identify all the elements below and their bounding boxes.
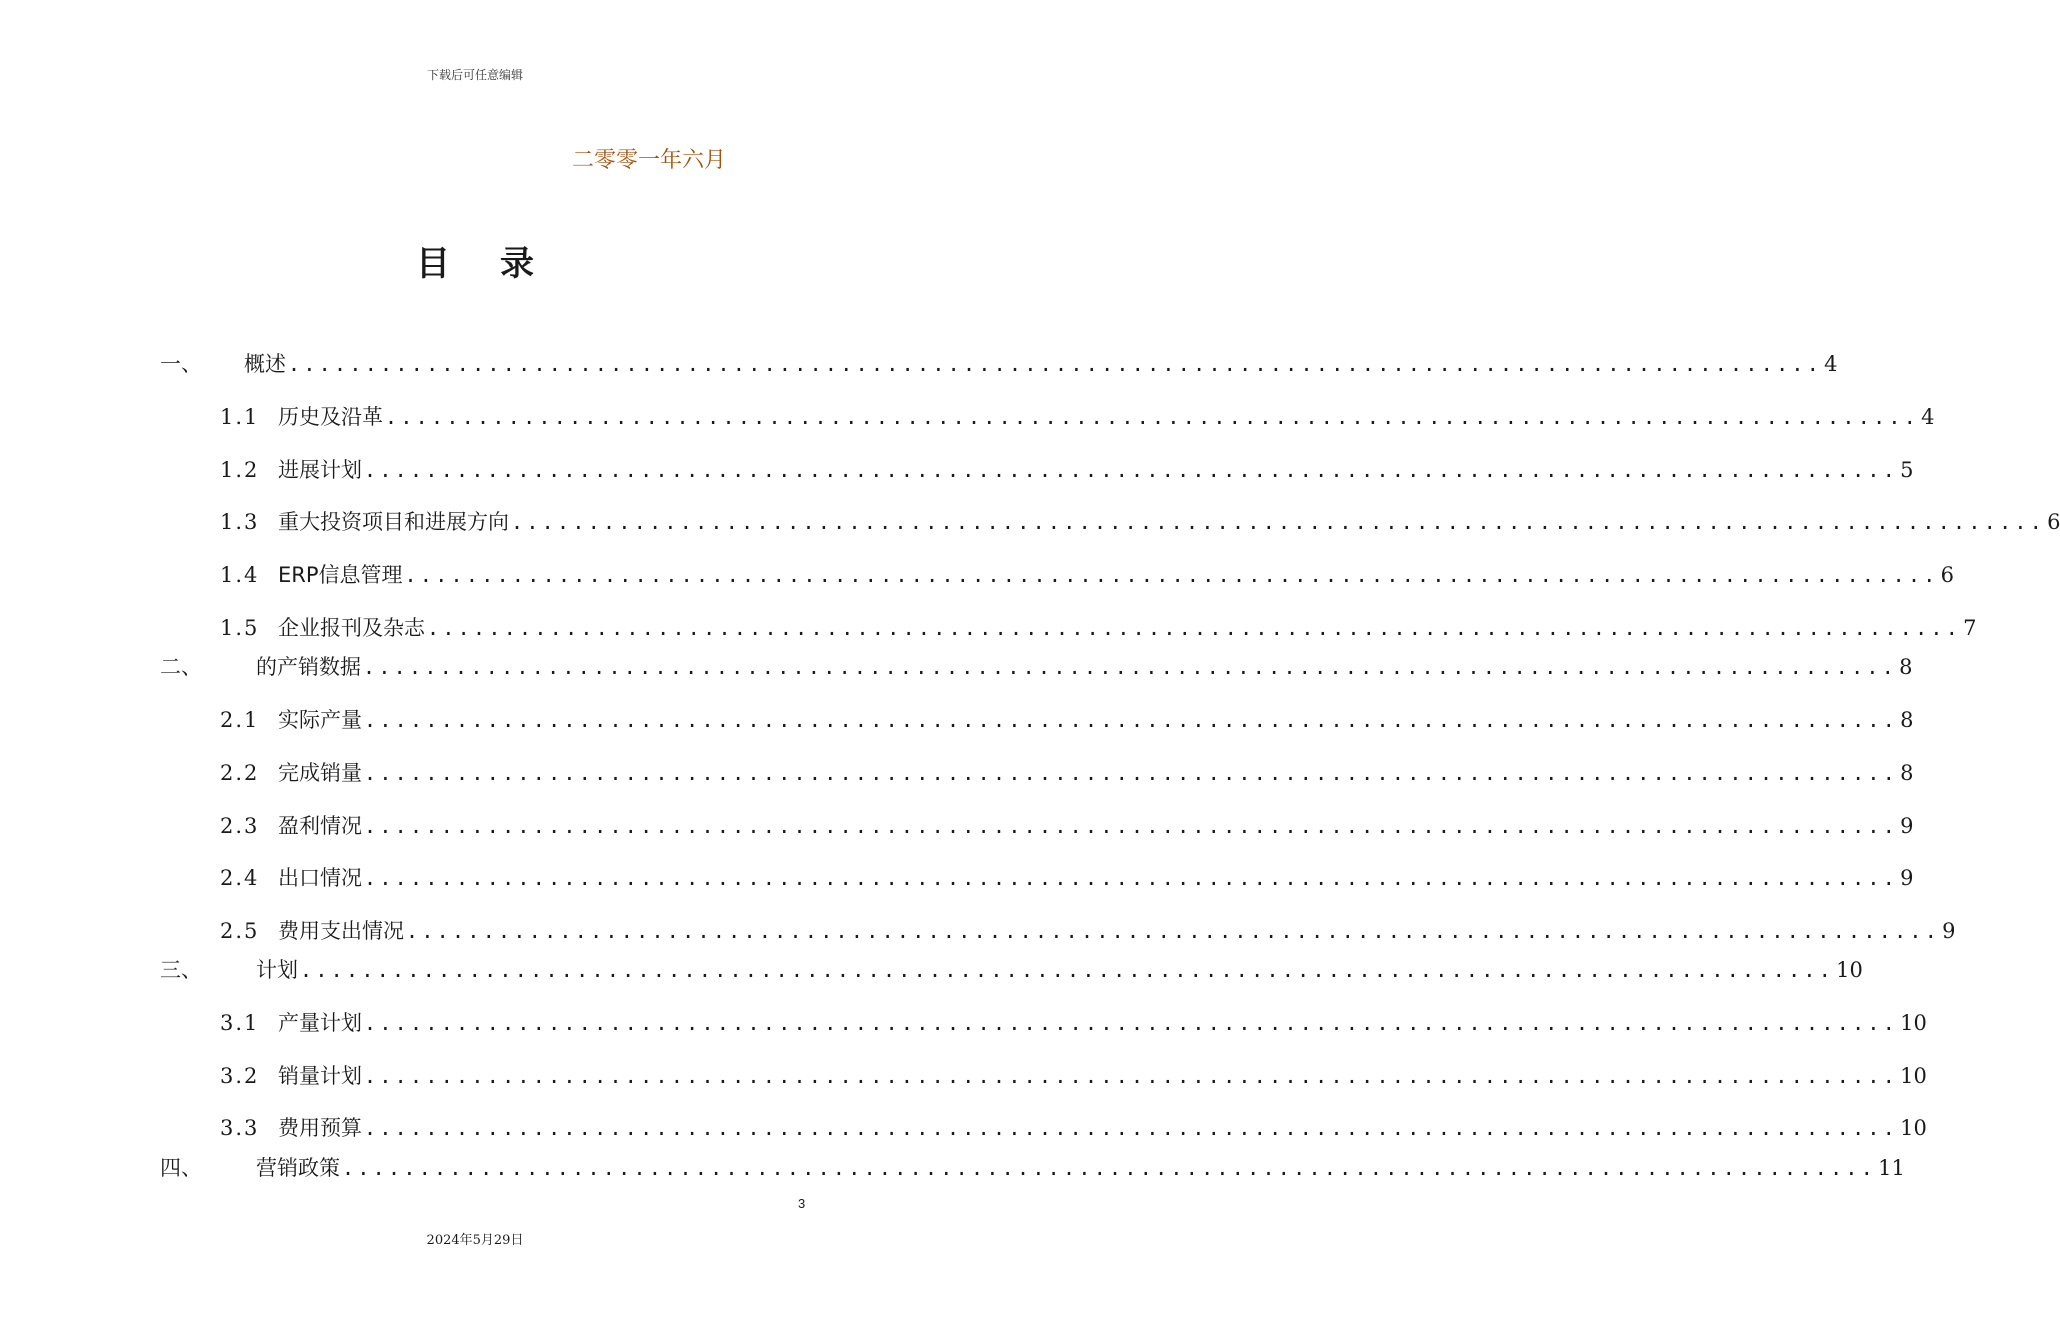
document-date: 二零零一年六月 <box>572 148 727 173</box>
toc-leader-dots: .................................................................................................... <box>364 866 1899 890</box>
toc-entry-label: 的产销数据 <box>256 655 361 679</box>
toc-entry-number: 二、 <box>160 655 202 679</box>
toc-leader-dots: .................................................................................................... <box>300 958 1835 982</box>
toc-entry[interactable] <box>220 705 1914 735</box>
toc-entry[interactable] <box>220 613 1977 643</box>
toc-leader-dots: .................................................................................................... <box>364 1116 1899 1140</box>
toc-entry-number: 1.3 <box>220 510 260 534</box>
toc-leader-dots: .................................................................................................... <box>427 616 1962 640</box>
toc-entry[interactable] <box>220 1008 1927 1038</box>
toc-title <box>0 236 950 285</box>
toc-entry[interactable] <box>160 955 1863 985</box>
toc-leader-dots: .................................................................................................... <box>364 708 1899 732</box>
toc-entry-label: 费用预算 <box>278 1116 362 1140</box>
toc-entry-label: 盈利情况 <box>278 814 362 838</box>
toc-entry[interactable] <box>160 349 1838 379</box>
toc-entry-label: ERP信息管理 <box>278 563 403 587</box>
toc-entry-label: 产量计划 <box>278 1011 362 1035</box>
toc-entry-label: 历史及沿革 <box>278 405 383 429</box>
toc-entry-label: 企业报刊及杂志 <box>278 616 425 640</box>
toc-entry-page: 10 <box>1900 1011 1927 1035</box>
toc-entry-number: 2.4 <box>220 866 260 890</box>
toc-entry[interactable] <box>220 1113 1927 1143</box>
toc-entry-label: 实际产量 <box>278 708 362 732</box>
toc-entry[interactable] <box>160 652 1913 682</box>
toc-leader-dots: .................................................................................................... <box>406 919 1941 943</box>
header-note: 下载后可任意编辑 <box>426 68 523 82</box>
toc-title-char-1: 目 <box>416 244 450 284</box>
toc-title-char-2: 录 <box>500 244 534 284</box>
toc-entry-page: 8 <box>1900 708 1914 732</box>
toc-entry-number: 3.2 <box>220 1064 260 1088</box>
toc-entry-page: 10 <box>1836 958 1863 982</box>
toc-entry[interactable] <box>220 1061 1927 1091</box>
toc-entry-page: 9 <box>1900 814 1914 838</box>
toc-entry-page: 4 <box>1824 352 1838 376</box>
toc-entry-page: 8 <box>1900 761 1914 785</box>
toc-entry-page: 6 <box>1940 563 1955 587</box>
toc-entry-number: 1.4 <box>220 563 260 587</box>
page-number: 3 <box>798 1196 806 1211</box>
toc-entry[interactable] <box>220 863 1914 893</box>
toc-entry-label: 完成销量 <box>278 761 362 785</box>
toc-entry-page: 8 <box>1899 655 1913 679</box>
toc-entry[interactable] <box>220 507 2060 537</box>
toc-entry-number: 1.2 <box>220 458 260 482</box>
toc-entry-page: 10 <box>1900 1116 1927 1140</box>
footer-date: 2024年5月29日 <box>426 1233 524 1248</box>
toc-leader-dots: .................................................................................................... <box>364 1011 1899 1035</box>
toc-entry-number: 1.1 <box>220 405 260 429</box>
toc-entry-label: 概述 <box>244 352 286 376</box>
toc-entry-number: 2.1 <box>220 708 260 732</box>
toc-entry[interactable] <box>220 758 1914 788</box>
toc-entry-label: 销量计划 <box>278 1064 362 1088</box>
toc-leader-dots: .................................................................................................... <box>385 405 1920 429</box>
toc-entry-number: 3.1 <box>220 1011 260 1035</box>
toc-leader-dots: .................................................................................................... <box>364 761 1899 785</box>
toc-entry-number: 一、 <box>160 352 202 376</box>
toc-entry-number: 2.3 <box>220 814 260 838</box>
toc-leader-dots: .................................................................................................... <box>364 1064 1899 1088</box>
toc-entry[interactable] <box>220 560 1955 590</box>
toc-leader-dots: .................................................................................................... <box>288 352 1823 376</box>
toc-entry-label: 计划 <box>256 958 298 982</box>
toc-leader-dots: .................................................................................................... <box>511 510 2046 534</box>
toc-leader-dots: .................................................................................................... <box>363 655 1898 679</box>
toc-entry-page: 7 <box>1963 616 1977 640</box>
toc-entry-page: 6 <box>2047 510 2060 534</box>
toc-leader-dots: .................................................................................................... <box>404 563 1939 587</box>
toc-entry-number: 2.2 <box>220 761 260 785</box>
toc-entry-number: 3.3 <box>220 1116 260 1140</box>
toc-entry-page: 9 <box>1900 866 1914 890</box>
toc-entry-number: 1.5 <box>220 616 260 640</box>
toc-entry-page: 4 <box>1921 405 1935 429</box>
toc-entry-number: 四、 <box>160 1156 202 1180</box>
toc-entry[interactable] <box>220 916 1956 946</box>
toc-entry-number: 2.5 <box>220 919 260 943</box>
toc-leader-dots: .................................................................................................... <box>364 814 1899 838</box>
toc-entry-label: 重大投资项目和进展方向 <box>278 510 509 534</box>
toc-leader-dots: .................................................................................................... <box>364 458 1899 482</box>
toc-entry-page: 10 <box>1900 1064 1927 1088</box>
toc-entry-label: 营销政策 <box>256 1156 340 1180</box>
toc-entry-label: 费用支出情况 <box>278 919 404 943</box>
toc-entry-label: 出口情况 <box>278 866 362 890</box>
toc-entry-label: 进展计划 <box>278 458 362 482</box>
toc-entry[interactable] <box>220 811 1914 841</box>
toc-entry-page: 11 <box>1878 1156 1905 1180</box>
toc-entry-page: 5 <box>1900 458 1914 482</box>
toc-entry[interactable] <box>220 455 1914 485</box>
toc-entry[interactable] <box>220 402 1935 432</box>
toc-entry[interactable] <box>160 1153 1905 1183</box>
toc-entry-number: 三、 <box>160 958 202 982</box>
toc-leader-dots: .................................................................................................... <box>342 1156 1877 1180</box>
toc-entry-page: 9 <box>1942 919 1956 943</box>
